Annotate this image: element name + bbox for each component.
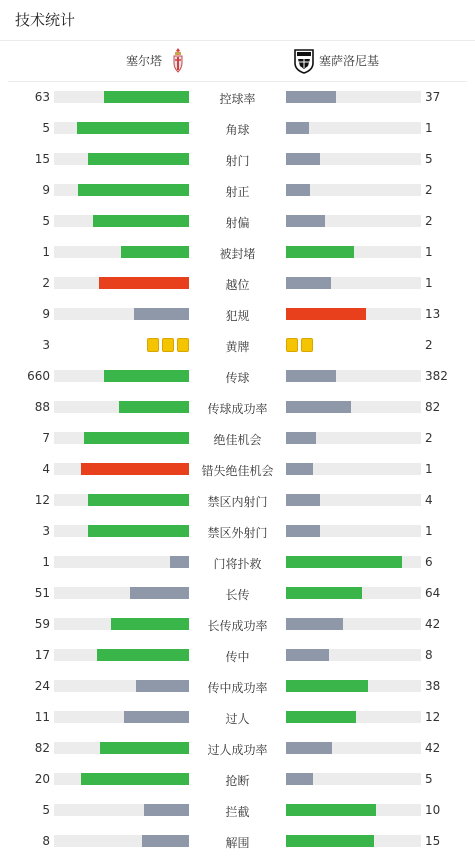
stat-row bbox=[0, 268, 475, 299]
away-stat-bar bbox=[286, 742, 421, 754]
away-stat-value: 382 bbox=[425, 369, 448, 383]
stat-label: 控球率 bbox=[219, 92, 256, 106]
home-stat-value: 1 bbox=[42, 245, 50, 259]
home-stat-bar-fill bbox=[88, 494, 189, 506]
home-stat-value: 9 bbox=[42, 183, 50, 197]
away-stat-bar-fill bbox=[286, 91, 336, 103]
home-stat-value: 59 bbox=[34, 617, 50, 631]
stat-row bbox=[0, 547, 475, 578]
home-stat-bar bbox=[54, 246, 189, 258]
stat-label: 传中成功率 bbox=[207, 681, 268, 695]
home-stat-value: 4 bbox=[42, 462, 50, 476]
away-stat-value: 13 bbox=[425, 307, 441, 321]
away-stat-bar bbox=[286, 277, 421, 289]
stat-row bbox=[0, 144, 475, 175]
stat-row bbox=[0, 733, 475, 764]
stat-label: 错失绝佳机会 bbox=[201, 464, 274, 478]
home-stat-value: 63 bbox=[34, 90, 50, 104]
home-stat-bar-fill bbox=[97, 649, 189, 661]
away-stat-bar bbox=[286, 680, 421, 692]
away-stat-bar-fill bbox=[286, 804, 376, 816]
home-stat-bar-fill bbox=[100, 742, 189, 754]
away-stat-bar bbox=[286, 122, 421, 134]
stat-row bbox=[0, 764, 475, 795]
away-stat-bar bbox=[286, 618, 421, 630]
stat-row bbox=[0, 485, 475, 516]
stat-row bbox=[0, 113, 475, 144]
away-stat-value: 42 bbox=[425, 741, 441, 755]
stat-label: 传中 bbox=[225, 650, 250, 664]
away-stat-bar-fill bbox=[286, 308, 366, 320]
away-stat-value: 1 bbox=[425, 276, 433, 290]
celta-crest-icon bbox=[170, 48, 186, 74]
home-stat-bar-fill bbox=[88, 153, 189, 165]
away-stat-bar bbox=[286, 835, 421, 847]
home-stat-bar bbox=[54, 742, 189, 754]
stat-label: 射门 bbox=[225, 154, 250, 168]
stat-label: 射正 bbox=[225, 185, 250, 199]
stat-row bbox=[0, 299, 475, 330]
away-stat-bar-fill bbox=[286, 835, 374, 847]
away-stat-bar-fill bbox=[286, 215, 325, 227]
away-stat-bar bbox=[286, 91, 421, 103]
home-stat-bar-fill bbox=[130, 587, 189, 599]
home-stat-value: 5 bbox=[42, 803, 50, 817]
home-stat-bar-fill bbox=[134, 308, 189, 320]
stat-row bbox=[0, 516, 475, 547]
away-stat-bar-fill bbox=[286, 680, 368, 692]
away-stat-bar bbox=[286, 556, 421, 568]
stat-label: 长传 bbox=[225, 588, 250, 602]
stat-label: 传球成功率 bbox=[207, 402, 268, 416]
away-stat-bar-fill bbox=[286, 122, 309, 134]
home-stat-bar-fill bbox=[142, 835, 189, 847]
stat-label: 犯规 bbox=[225, 309, 250, 323]
stat-label: 解围 bbox=[225, 836, 250, 850]
away-stat-value: 2 bbox=[425, 431, 433, 445]
stat-label: 被封堵 bbox=[219, 247, 256, 261]
home-stat-bar bbox=[54, 215, 189, 227]
stat-label: 越位 bbox=[225, 278, 250, 292]
away-stat-bar bbox=[286, 308, 421, 320]
home-stat-bar-fill bbox=[99, 277, 189, 289]
home-stat-bar bbox=[54, 122, 189, 134]
home-stat-value: 24 bbox=[34, 679, 50, 693]
home-stat-value: 17 bbox=[34, 648, 50, 662]
away-stat-bar-fill bbox=[286, 556, 402, 568]
home-stat-value: 82 bbox=[34, 741, 50, 755]
home-stat-bar bbox=[54, 711, 189, 723]
away-stat-value: 82 bbox=[425, 400, 441, 414]
home-stat-value: 1 bbox=[42, 555, 50, 569]
home-stat-bar bbox=[54, 525, 189, 537]
away-stat-bar-fill bbox=[286, 711, 356, 723]
home-stat-bar bbox=[54, 680, 189, 692]
title-divider bbox=[0, 40, 475, 41]
home-stat-bar-fill bbox=[104, 91, 189, 103]
away-stat-bar-fill bbox=[286, 277, 331, 289]
stat-row bbox=[0, 82, 475, 113]
home-stat-value: 8 bbox=[42, 834, 50, 848]
home-stat-bar bbox=[54, 370, 189, 382]
away-stat-bar bbox=[286, 494, 421, 506]
away-stat-value: 10 bbox=[425, 803, 441, 817]
home-stat-bar-fill bbox=[136, 680, 189, 692]
away-stat-value: 5 bbox=[425, 152, 433, 166]
home-stat-value: 660 bbox=[27, 369, 50, 383]
stat-row bbox=[0, 330, 475, 361]
home-stat-bar-fill bbox=[84, 432, 189, 444]
away-stat-bar bbox=[286, 184, 421, 196]
away-cards bbox=[286, 338, 313, 352]
away-stat-value: 1 bbox=[425, 524, 433, 538]
away-stat-bar bbox=[286, 773, 421, 785]
home-stat-bar-fill bbox=[119, 401, 189, 413]
paok-crest-icon bbox=[293, 48, 315, 74]
home-stat-bar bbox=[54, 277, 189, 289]
home-stat-bar bbox=[54, 556, 189, 568]
away-stat-bar-fill bbox=[286, 153, 320, 165]
home-stat-bar bbox=[54, 649, 189, 661]
stat-row bbox=[0, 702, 475, 733]
away-stat-value: 38 bbox=[425, 679, 441, 693]
home-stat-value: 20 bbox=[34, 772, 50, 786]
stat-label: 禁区内射门 bbox=[207, 495, 268, 509]
home-cards bbox=[147, 338, 189, 352]
home-stat-bar-fill bbox=[78, 184, 189, 196]
stat-row bbox=[0, 175, 475, 206]
away-stat-bar-fill bbox=[286, 587, 362, 599]
away-stat-bar bbox=[286, 215, 421, 227]
stat-row bbox=[0, 423, 475, 454]
home-stat-value: 5 bbox=[42, 121, 50, 135]
away-stat-value: 2 bbox=[425, 214, 433, 228]
home-stat-bar-fill bbox=[124, 711, 189, 723]
away-stat-bar-fill bbox=[286, 184, 310, 196]
away-stat-value: 2 bbox=[425, 338, 433, 352]
home-stat-value: 9 bbox=[42, 307, 50, 321]
stats-list bbox=[0, 82, 475, 857]
home-stat-value: 15 bbox=[34, 152, 50, 166]
away-stat-value: 8 bbox=[425, 648, 433, 662]
stat-row bbox=[0, 609, 475, 640]
away-stat-bar bbox=[286, 587, 421, 599]
away-stat-value: 12 bbox=[425, 710, 441, 724]
away-stat-value: 64 bbox=[425, 586, 441, 600]
home-stat-bar bbox=[54, 773, 189, 785]
stat-row bbox=[0, 454, 475, 485]
away-stat-bar-fill bbox=[286, 246, 354, 258]
home-stat-bar-fill bbox=[93, 215, 189, 227]
away-stat-value: 4 bbox=[425, 493, 433, 507]
away-stat-bar-fill bbox=[286, 742, 332, 754]
stat-row bbox=[0, 826, 475, 857]
home-stat-bar-fill bbox=[88, 525, 189, 537]
home-stat-bar bbox=[54, 184, 189, 196]
away-stat-value: 1 bbox=[425, 245, 433, 259]
away-stat-bar bbox=[286, 401, 421, 413]
home-stat-bar-fill bbox=[144, 804, 189, 816]
away-stat-bar bbox=[286, 370, 421, 382]
yellow-card-icon bbox=[301, 338, 313, 352]
stat-label: 过人 bbox=[225, 712, 250, 726]
home-stat-bar bbox=[54, 463, 189, 475]
away-stat-bar-fill bbox=[286, 432, 316, 444]
stat-row bbox=[0, 392, 475, 423]
home-stat-bar-fill bbox=[111, 618, 189, 630]
home-stat-bar-fill bbox=[121, 246, 189, 258]
away-stat-value: 37 bbox=[425, 90, 441, 104]
away-stat-value: 2 bbox=[425, 183, 433, 197]
stat-row bbox=[0, 795, 475, 826]
home-stat-bar bbox=[54, 835, 189, 847]
home-stat-bar-fill bbox=[104, 370, 189, 382]
stat-label: 禁区外射门 bbox=[207, 526, 268, 540]
away-stat-value: 42 bbox=[425, 617, 441, 631]
away-team-name: 塞萨洛尼基 bbox=[319, 54, 380, 68]
away-stat-value: 1 bbox=[425, 121, 433, 135]
away-stat-bar bbox=[286, 711, 421, 723]
stat-row bbox=[0, 578, 475, 609]
home-stat-value: 51 bbox=[34, 586, 50, 600]
away-stat-bar bbox=[286, 463, 421, 475]
stat-label: 抢断 bbox=[225, 774, 250, 788]
home-stat-value: 5 bbox=[42, 214, 50, 228]
home-stat-bar bbox=[54, 804, 189, 816]
home-stat-value: 3 bbox=[42, 338, 50, 352]
away-stat-bar-fill bbox=[286, 649, 329, 661]
away-stat-bar-fill bbox=[286, 370, 336, 382]
stat-row bbox=[0, 361, 475, 392]
stat-label: 拦截 bbox=[225, 805, 250, 819]
away-stat-bar bbox=[286, 153, 421, 165]
home-stat-value: 88 bbox=[34, 400, 50, 414]
away-stat-bar-fill bbox=[286, 618, 343, 630]
stat-row bbox=[0, 206, 475, 237]
stat-label: 传球 bbox=[225, 371, 250, 385]
home-stat-bar bbox=[54, 618, 189, 630]
home-stat-bar bbox=[54, 401, 189, 413]
home-stat-bar-fill bbox=[81, 463, 189, 475]
yellow-card-icon bbox=[162, 338, 174, 352]
stat-label: 黄牌 bbox=[225, 340, 250, 354]
home-team-name: 塞尔塔 bbox=[125, 54, 162, 68]
away-stat-value: 1 bbox=[425, 462, 433, 476]
stat-label: 射偏 bbox=[225, 216, 250, 230]
home-stat-value: 7 bbox=[42, 431, 50, 445]
stat-label: 门将扑救 bbox=[213, 557, 262, 571]
away-stat-bar-fill bbox=[286, 525, 320, 537]
home-stat-bar bbox=[54, 91, 189, 103]
page-title: 技术统计 bbox=[15, 11, 76, 29]
stat-row bbox=[0, 237, 475, 268]
away-stat-bar-fill bbox=[286, 494, 320, 506]
home-stat-bar-fill bbox=[170, 556, 189, 568]
home-stat-bar bbox=[54, 494, 189, 506]
home-stat-value: 12 bbox=[34, 493, 50, 507]
home-stat-value: 2 bbox=[42, 276, 50, 290]
home-stat-bar-fill bbox=[77, 122, 189, 134]
home-stat-value: 3 bbox=[42, 524, 50, 538]
stat-label: 角球 bbox=[225, 123, 250, 137]
away-stat-bar-fill bbox=[286, 463, 313, 475]
away-stat-bar-fill bbox=[286, 773, 313, 785]
away-stat-value: 6 bbox=[425, 555, 433, 569]
yellow-card-icon bbox=[177, 338, 189, 352]
stat-row bbox=[0, 640, 475, 671]
away-stat-bar bbox=[286, 804, 421, 816]
away-stat-bar bbox=[286, 246, 421, 258]
away-stat-bar-fill bbox=[286, 401, 351, 413]
home-stat-bar bbox=[54, 587, 189, 599]
yellow-card-icon bbox=[286, 338, 298, 352]
away-stat-value: 15 bbox=[425, 834, 441, 848]
away-stat-bar bbox=[286, 525, 421, 537]
stat-label: 绝佳机会 bbox=[213, 433, 262, 447]
stat-label: 长传成功率 bbox=[207, 619, 268, 633]
stat-row bbox=[0, 671, 475, 702]
home-stat-value: 11 bbox=[34, 710, 50, 724]
away-stat-value: 5 bbox=[425, 772, 433, 786]
yellow-card-icon bbox=[147, 338, 159, 352]
home-stat-bar-fill bbox=[81, 773, 189, 785]
away-stat-bar bbox=[286, 432, 421, 444]
home-stat-bar bbox=[54, 432, 189, 444]
home-stat-bar bbox=[54, 308, 189, 320]
home-stat-bar bbox=[54, 153, 189, 165]
away-stat-bar bbox=[286, 649, 421, 661]
stat-label: 过人成功率 bbox=[207, 743, 268, 757]
